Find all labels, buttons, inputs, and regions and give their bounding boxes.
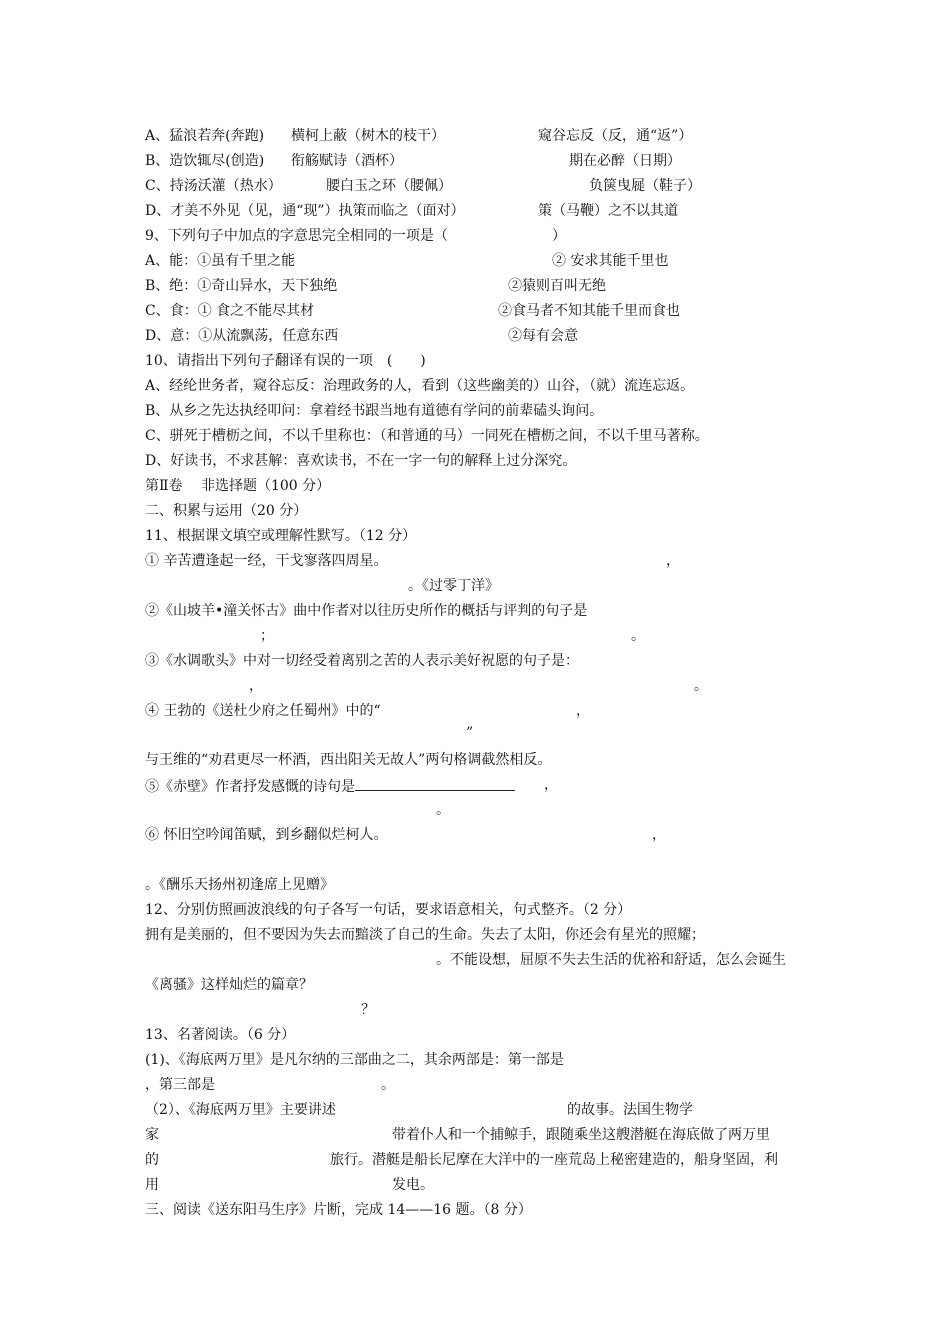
q11-item-4-tail: 与王维的“劝君更尽一杯酒，西出阳关无故人”两句格调截然相反。 bbox=[145, 752, 552, 768]
q11-item-4-comma: ， bbox=[576, 703, 590, 719]
q8-option-c-2: 腰白玉之环（腰佩） bbox=[326, 178, 452, 194]
q13-part-2: （2）、《海底两万里》主要讲述 bbox=[145, 1102, 336, 1118]
q8-option-b-3: 期在必醉（日期） bbox=[569, 153, 681, 169]
q13-part-2c-end: 旅行。潜艇是船长尼摩在大洋中的一座荒岛上秘密建造的，船身坚固，利 bbox=[330, 1152, 778, 1168]
q13-part-2-end: 的故事。法国生物学 bbox=[567, 1102, 693, 1118]
q11-item-5-comma: ， bbox=[544, 777, 558, 793]
q9-answer-paren: ） bbox=[552, 228, 566, 244]
q9-stem: 9、下列句子中加点的字意思完全相同的一项是（ bbox=[145, 228, 448, 244]
q10-option-a: A、经纶世务者，窥谷忘反：治理政务的人，看到（这些幽美的）山谷，（就）流连忘返。 bbox=[145, 378, 695, 394]
q9-option-d: D、意：①从流飘荡，任意东西 bbox=[145, 328, 339, 344]
section-2-heading: 二、积累与运用（20 分） bbox=[145, 503, 308, 519]
q11-item-2: ②《山坡羊•潼关怀古》曲中作者对以往历史所作的概括与评判的句子是 bbox=[145, 603, 588, 619]
q11-item-1-source: 。《过零丁洋》 bbox=[408, 578, 499, 594]
part2-title: 第Ⅱ卷 非选择题（100 分） bbox=[145, 478, 331, 494]
q11-item-5 bbox=[145, 776, 515, 796]
q11-item-1-comma: ， bbox=[666, 553, 680, 569]
q11-item-1: ① 辛苦遭逢起一经，干戈寥落四周星。 bbox=[145, 553, 388, 569]
q13-part-2d: 用 bbox=[145, 1177, 159, 1193]
q11-item-3-comma: ， bbox=[249, 678, 263, 694]
q9-option-b: B、绝：①奇山异水，天下独绝 bbox=[145, 278, 338, 294]
q13-stem: 13、名著阅读。（6 分） bbox=[145, 1027, 296, 1043]
q11-item-3: ③《水调歌头》中对一切经受着离别之苦的人表示美好祝愿的句子是： bbox=[145, 653, 579, 669]
q11-stem: 11、根据课文填空或理解性默写。（12 分） bbox=[145, 528, 417, 544]
q10-option-b: B、从乡之先达执经叩问：拿着经书跟当地有道德有学问的前辈磕头询问。 bbox=[145, 403, 604, 419]
q13-part-1b-end: 。 bbox=[381, 1077, 395, 1093]
q10-stem: 10、请指出下列句子翻译有误的一项 ( ) bbox=[145, 353, 426, 369]
q9-option-d-2: ②每有会意 bbox=[508, 328, 578, 344]
q11-item-4-close-quote: ” bbox=[466, 725, 474, 741]
q8-option-a-3: 窥谷忘反（反，通“返”） bbox=[538, 128, 693, 144]
q8-option-b-2: 衔觞赋诗（酒杯） bbox=[291, 153, 403, 169]
q11-item-4: ④ 王勃的《送杜少府之任蜀州》中的“ bbox=[145, 703, 381, 719]
q8-option-a: A、猛浪若奔(奔跑) bbox=[145, 128, 265, 144]
q9-option-b-2: ②猿则百叫无绝 bbox=[508, 278, 606, 294]
q12-stem: 12、分别仿照画波浪线的句子各写一句话，要求语意相关，句式整齐。（2 分） bbox=[145, 902, 632, 918]
q11-item-3-end: 。 bbox=[694, 678, 708, 694]
q13-part-2b: 家 bbox=[145, 1127, 159, 1143]
q13-part-1b: ，第三部是 bbox=[145, 1077, 215, 1093]
q11-item-6-comma: ， bbox=[652, 827, 666, 843]
section-3-heading: 三、阅读《送东阳马生序》片断，完成 14——16 题。（8 分） bbox=[145, 1202, 532, 1218]
q11-item-2-end: 。 bbox=[631, 628, 645, 644]
q9-option-c-2: ②食马者不知其能千里而食也 bbox=[498, 303, 680, 319]
q11-item-2-semicolon: ； bbox=[260, 628, 274, 644]
q9-option-a: A、能：①虽有千里之能 bbox=[145, 253, 296, 269]
q11-item-5-end: 。 bbox=[436, 802, 450, 818]
q13-part-2c: 的 bbox=[145, 1152, 159, 1168]
q11-item-5-text: ⑤《赤壁》作者抒发感慨的诗句是 bbox=[145, 779, 355, 795]
q13-part-1: (1)、《海底两万里》是凡尔纳的三部曲之二，其余两部是：第一部是 bbox=[145, 1052, 564, 1068]
q11-item-6: ⑥ 怀旧空吟闻笛赋，到乡翻似烂柯人。 bbox=[145, 827, 388, 843]
q11-item-6-source: 。《酬乐天扬州初逢席上见赠》 bbox=[145, 877, 334, 893]
q12-line-2: 。不能设想，屈原不失去生活的优裕和舒适，怎么会诞生 bbox=[436, 952, 786, 968]
q12-line-1: 拥有是美丽的，但不要因为失去而黯淡了自己的生命。失去了太阳，你还会有星光的照耀； bbox=[145, 927, 705, 943]
q8-option-c: C、持汤沃灌（热水） bbox=[145, 178, 282, 194]
q10-option-c: C、骈死于槽枥之间，不以千里称也：（和普通的马）一同死在槽枥之间，不以千里马著称。 bbox=[145, 428, 709, 444]
q13-part-2b-end: 带着仆人和一个捕鲸手，跟随乘坐这艘潜艇在海底做了两万里 bbox=[392, 1127, 770, 1143]
q11-item-5-blank[interactable] bbox=[355, 776, 515, 791]
q12-question-mark: ？ bbox=[361, 1002, 375, 1018]
q8-option-a-2: 横柯上蔽（树木的枝干） bbox=[291, 128, 445, 144]
q13-part-2d-end: 发电。 bbox=[392, 1177, 434, 1193]
q8-option-d-2: 策（马鞭）之不以其道 bbox=[538, 203, 678, 219]
q8-option-c-3: 负箧曳屣（鞋子） bbox=[589, 178, 701, 194]
q10-option-d: D、好读书，不求甚解：喜欢读书，不在一字一句的解释上过分深究。 bbox=[145, 453, 577, 469]
q9-option-c: C、食：① 食之不能尽其材 bbox=[145, 303, 315, 319]
q12-line-3: 《离骚》这样灿烂的篇章？ bbox=[145, 977, 313, 993]
q8-option-b: B、造饮辄尽(创造) bbox=[145, 153, 265, 169]
q8-option-d: D、才美不外见（见，通“现”）执策而临之（面对） bbox=[145, 203, 465, 219]
q9-option-a-2: ② 安求其能千里也 bbox=[552, 253, 669, 269]
